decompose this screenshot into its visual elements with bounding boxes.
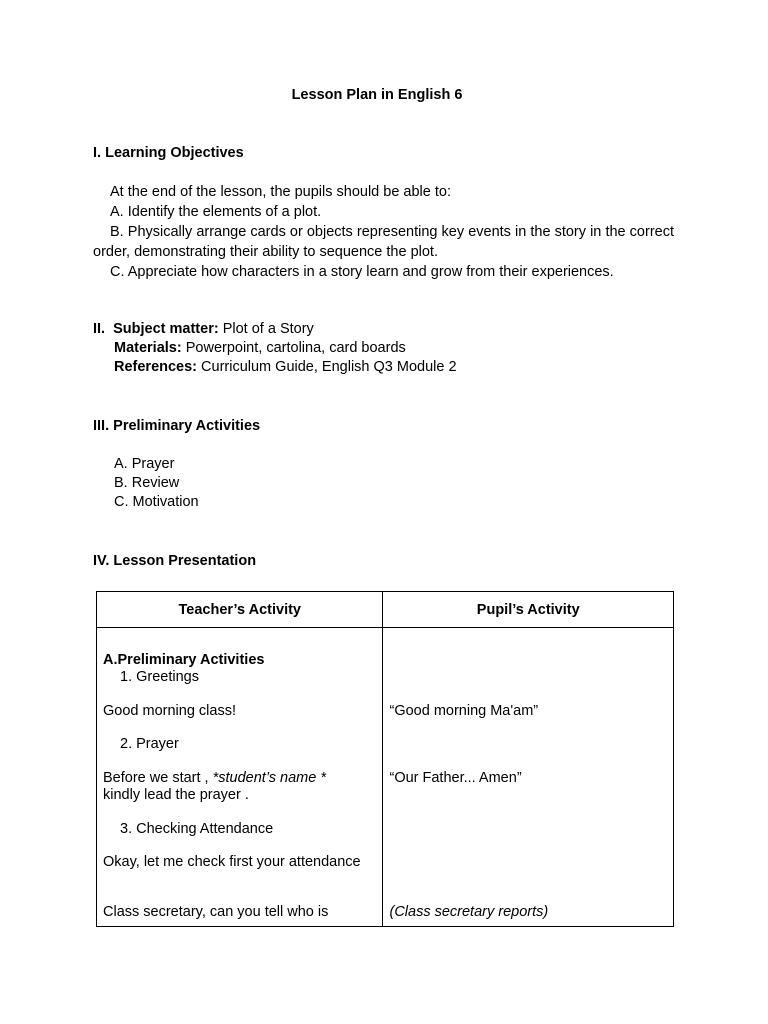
pupil-good-morning: “Good morning Ma'am”: [389, 703, 539, 719]
references-value: Curriculum Guide, English Q3 Module 2: [201, 359, 457, 375]
pupil-our-father: “Our Father... Amen”: [389, 770, 522, 786]
materials-label: Materials:: [114, 340, 182, 356]
activity-table: [96, 591, 674, 927]
section-title: Preliminary Activities: [117, 652, 265, 668]
objective-c: C. Appreciate how characters in a story learn and grow from their experiences.: [110, 264, 614, 280]
objective-a: A. Identify the elements of a plot.: [110, 204, 322, 220]
header-teacher-activity: Teacher’s Activity: [97, 592, 383, 628]
student-name-placeholder: *student’s name *: [212, 770, 326, 786]
objectives-heading: I. Learning Objectives: [93, 145, 244, 161]
presentation-heading: IV. Lesson Presentation: [93, 553, 257, 569]
materials-line: [114, 340, 406, 356]
subject-matter-line: [93, 321, 314, 337]
lead-prayer-line: kindly lead the prayer .: [103, 787, 249, 803]
table-row: [97, 628, 674, 927]
subject-matter-value: Plot of a Story: [222, 321, 314, 337]
section-prefix: A.: [103, 652, 118, 668]
prayer-step: 2. Prayer: [120, 736, 179, 752]
check-attendance-text: Okay, let me check first your attendance: [103, 854, 361, 870]
preliminary-item-motivation: C. Motivation: [114, 494, 199, 510]
pupil-activity-cell: [383, 628, 674, 927]
teacher-activity-cell: [97, 628, 383, 927]
page-title: Lesson Plan in English 6: [291, 87, 463, 103]
subject-number: II.: [93, 321, 106, 337]
preliminary-item-prayer: A. Prayer: [114, 456, 175, 472]
before-start-line: [103, 770, 326, 786]
materials-value: Powerpoint, cartolina, card boards: [185, 340, 406, 356]
before-start-text: Before we start ,: [103, 770, 213, 786]
class-secretary-text: Class secretary, can you tell who is: [103, 904, 329, 920]
header-pupil-activity: Pupil’s Activity: [383, 592, 674, 628]
attendance-step: 3. Checking Attendance: [120, 821, 274, 837]
pupil-secretary-reports: (Class secretary reports): [389, 904, 549, 920]
preliminary-item-review: B. Review: [114, 475, 180, 491]
subject-matter-label: Subject matter:: [113, 321, 219, 337]
references-label: References:: [114, 359, 198, 375]
objectives-intro: At the end of the lesson, the pupils should be able to:: [110, 184, 451, 200]
teacher-good-morning: Good morning class!: [103, 703, 236, 719]
objective-b: B. Physically arrange cards or objects representing key events in the story in the correct order, demonstrating their ability to sequence the plot.: [93, 224, 674, 260]
preliminary-heading: III. Preliminary Activities: [93, 418, 261, 434]
table-header-row: [97, 592, 674, 628]
references-line: [114, 359, 457, 375]
greetings-step: 1. Greetings: [120, 669, 199, 685]
section-title-line: [103, 652, 264, 668]
